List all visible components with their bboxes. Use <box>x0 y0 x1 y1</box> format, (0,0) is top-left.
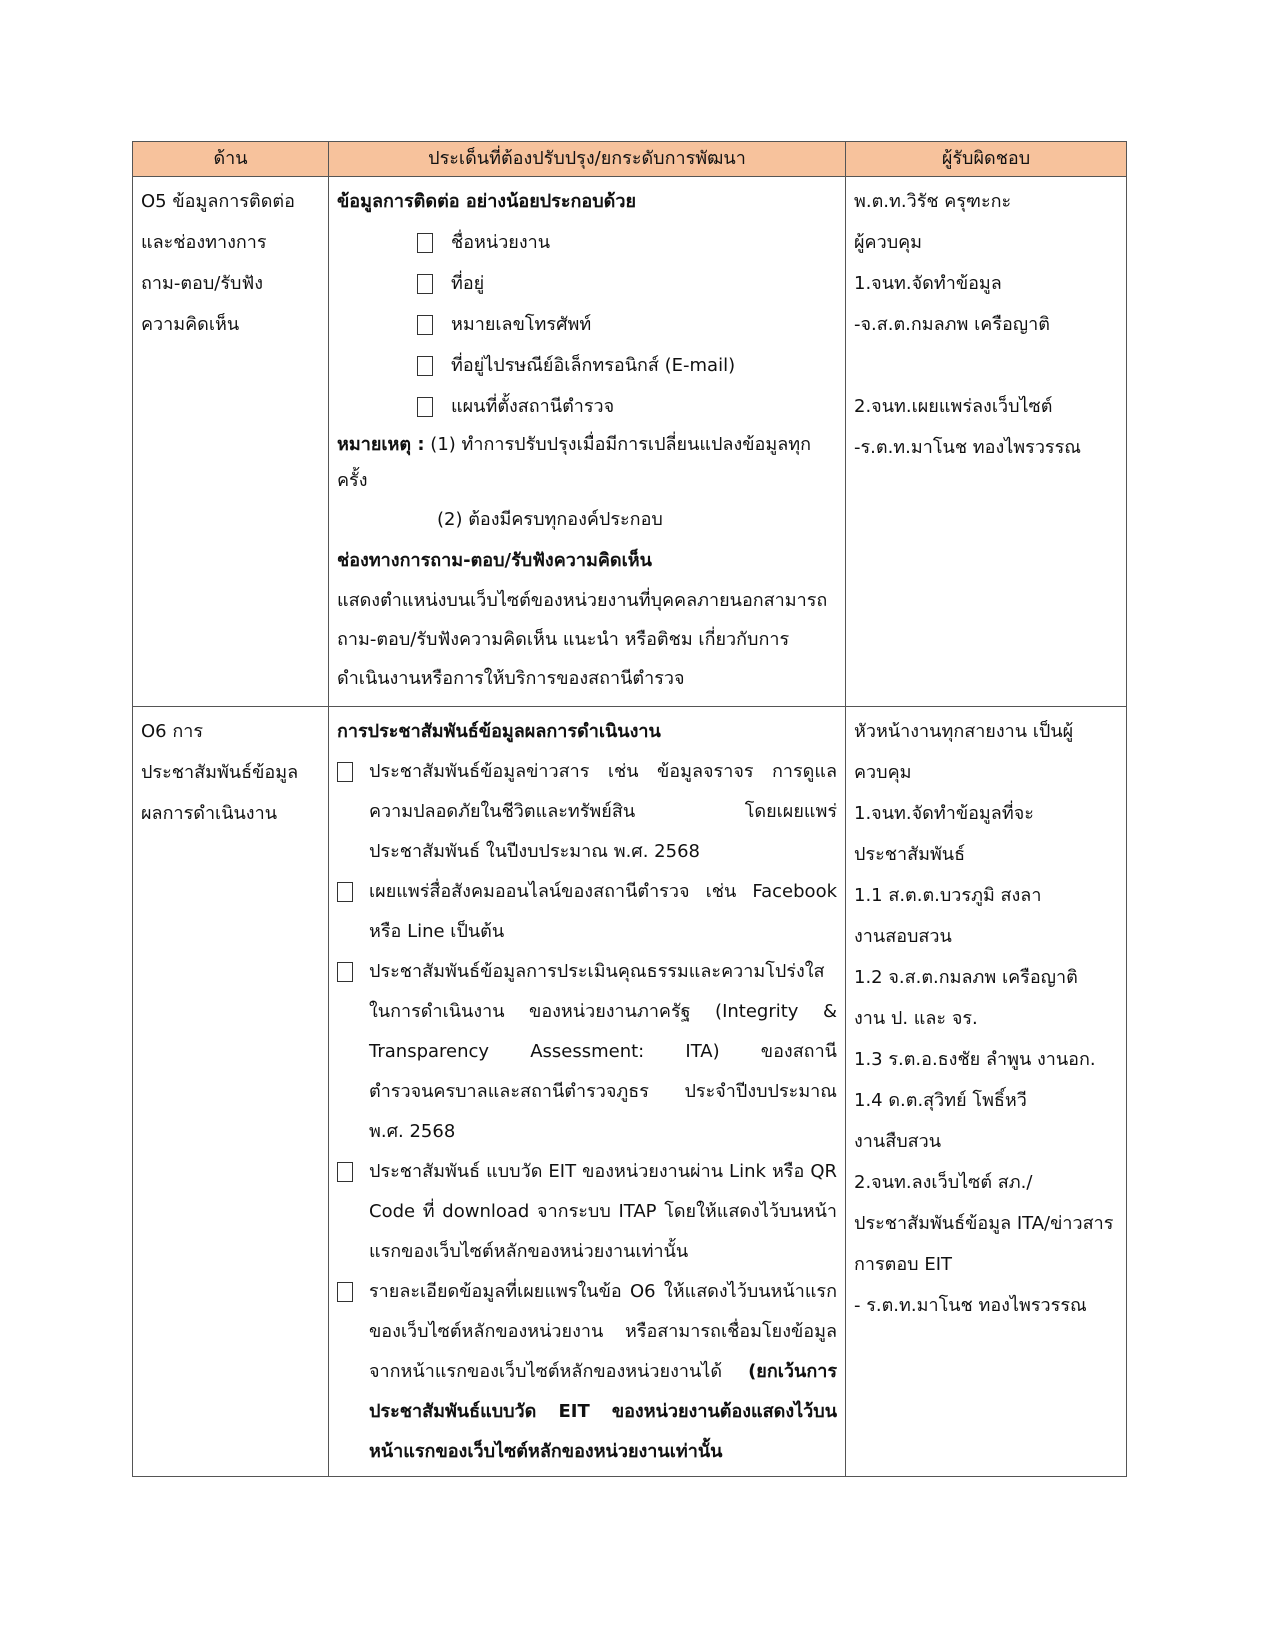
responsible-line: พ.ต.ท.วิรัช ครุฑะกะ <box>854 191 1012 212</box>
responsible-line: 1.4 ด.ต.สุวิทย์ โพธิ์หวี <box>854 1090 1027 1111</box>
table-row <box>133 177 1127 707</box>
checklist-item <box>337 386 837 427</box>
item-label: หมายเลขโทรศัพท์ <box>451 314 592 335</box>
checkbox-icon <box>417 397 433 417</box>
note-label: หมายเหตุ : <box>337 434 425 455</box>
table-header-row <box>133 142 1127 177</box>
section-body: แสดงตำแหน่งบนเว็บไซต์ของหน่วยงานที่บุคคลภายนอกสามารถถาม-ตอบ/รับฟังความคิดเห็น แนะนำ หรือติชม เกี่ยวกับการดำเนินงานหรือการให้บริการของสถานีตำรวจ <box>337 590 828 689</box>
spacer <box>854 345 1118 386</box>
aspect-cell <box>133 707 329 1477</box>
responsible-line: 1.1 ส.ต.ต.บวรภูมิ สงลา <box>854 885 1042 906</box>
aspect-line: ถาม-ตอบ/รับฟัง <box>141 273 263 294</box>
responsible-cell <box>846 177 1127 707</box>
responsible-line: งานสอบสวน <box>854 926 952 947</box>
item-label: เผยแพร่สื่อสังคมออนไลน์ของสถานีตำรวจ เช่น Facebook หรือ Line เป็นต้น <box>369 881 837 942</box>
responsible-line: -ร.ต.ท.มาโนช ทองไพรวรรณ <box>854 437 1081 458</box>
responsible-line: งานสืบสวน <box>854 1131 942 1152</box>
checkbox-icon <box>337 762 353 782</box>
responsible-line: 2.จนท.ลงเว็บไซต์ สภ./ประชาสัมพันธ์ข้อมูล ITA/ข่าวสารการตอบ EIT <box>854 1172 1114 1275</box>
checklist-item <box>337 222 837 263</box>
aspect-line: ประชาสัมพันธ์ข้อมูล <box>141 762 299 783</box>
item-label: ประชาสัมพันธ์ แบบวัด EIT ของหน่วยงานผ่าน Link หรือ QR Code ที่ download จากระบบ ITAP โดยให้แสดงไว้บนหน้าแรกของเว็บไซต์หลักของหน่วยงานเท่านั้น <box>369 1161 837 1262</box>
checklist-item <box>337 1152 837 1272</box>
checkbox-icon <box>417 233 433 253</box>
note-1: (1) ทำการปรับปรุงเมื่อมีการเปลี่ยนแปลงข้อมูลทุกครั้ง <box>337 434 812 491</box>
checkbox-icon <box>337 1282 353 1302</box>
checklist-item <box>337 872 837 952</box>
table-row <box>133 707 1127 1477</box>
item-bold-text: (ยกเว้นการประชาสัมพันธ์แบบวัด EIT ของหน่วยงานต้องแสดงไว้บนหน้าแรกของเว็บไซต์หลักของหน่วยงานเท่านั้น <box>369 1361 837 1462</box>
checkbox-icon <box>417 274 433 294</box>
responsible-line: งาน ป. และ จร. <box>854 1008 978 1029</box>
improvement-table <box>132 141 1127 1477</box>
checkbox-icon <box>337 882 353 902</box>
checkbox-icon <box>417 315 433 335</box>
header-issues: ประเด็นที่ต้องปรับปรุง/ยกระดับการพัฒนา <box>329 142 846 177</box>
header-aspect: ด้าน <box>133 142 329 177</box>
checklist-item <box>337 752 837 872</box>
aspect-cell <box>133 177 329 707</box>
checklist-item <box>337 345 837 386</box>
responsible-line: - ร.ต.ท.มาโนช ทองไพรวรรณ <box>854 1295 1087 1316</box>
aspect-line: O5 ข้อมูลการติดต่อ <box>141 191 295 212</box>
item-label <box>369 1272 837 1472</box>
checklist-item <box>337 952 837 1152</box>
responsible-line: -จ.ส.ต.กมลภพ เครือญาติ <box>854 314 1050 335</box>
responsible-line: 1.จนท.จัดทำข้อมูล <box>854 273 1002 294</box>
issues-cell <box>329 707 846 1477</box>
section-heading: ข้อมูลการติดต่อ อย่างน้อยประกอบด้วย <box>337 191 636 212</box>
responsible-line: ผู้ควบคุม <box>854 232 923 253</box>
note-2: (2) ต้องมีครบทุกองค์ประกอบ <box>437 509 663 530</box>
responsible-line: 1.2 จ.ส.ต.กมลภพ เครือญาติ <box>854 967 1078 988</box>
responsible-cell <box>846 707 1127 1477</box>
checklist-item <box>337 304 837 345</box>
note <box>337 427 837 499</box>
issues-cell <box>329 177 846 707</box>
item-text: รายละเอียดข้อมูลที่เผยแพรในข้อ O6 ให้แสดงไว้บนหน้าแรกของเว็บไซต์หลักของหน่วยงาน หรือสามารถเชื่อมโยงข้อมูลจากหน้าแรกของเว็บไซต์หลักของหน่วยงานได้ <box>369 1281 837 1382</box>
item-label: ประชาสัมพันธ์ข้อมูลการประเมินคุณธรรมและความโปร่งใสในการดำเนินงาน ของหน่วยงานภาครัฐ (Integrity & Transparency Assessment: ITA) ของสถานีตำรวจนครบาลและสถานีตำรวจภูธร ประจำปีงบประมาณ พ.ศ. 2568 <box>369 961 837 1142</box>
item-label: ชื่อหน่วยงาน <box>451 232 551 253</box>
item-label: แผนที่ตั้งสถานีตำรวจ <box>451 396 615 417</box>
section-heading: ช่องทางการถาม-ตอบ/รับฟังความคิดเห็น <box>337 550 652 571</box>
header-responsible: ผู้รับผิดชอบ <box>846 142 1127 177</box>
aspect-line: ผลการดำเนินงาน <box>141 803 278 824</box>
item-label: ที่อยู่ไปรษณีย์อิเล็กทรอนิกส์ (E-mail) <box>451 355 736 376</box>
checkbox-icon <box>337 1162 353 1182</box>
item-label: ประชาสัมพันธ์ข้อมูลข่าวสาร เช่น ข้อมูลจราจร การดูแลความปลอดภัยในชีวิตและทรัพย์สิน โดยเผยแพร่ประชาสัมพันธ์ ในปีงบประมาณ พ.ศ. 2568 <box>369 761 837 862</box>
responsible-line: 2.จนท.เผยแพร่ลงเว็บไซต์ <box>854 396 1053 417</box>
checklist-item <box>337 263 837 304</box>
responsible-line: 1.3 ร.ต.อ.ธงชัย ลำพูน งานอก. <box>854 1049 1096 1070</box>
aspect-line: O6 การ <box>141 721 204 742</box>
item-label: ที่อยู่ <box>451 273 485 294</box>
aspect-line: และช่องทางการ <box>141 232 267 253</box>
section-heading: การประชาสัมพันธ์ข้อมูลผลการดำเนินงาน <box>337 721 661 742</box>
responsible-line: หัวหน้างานทุกสายงาน เป็นผู้ควบคุม <box>854 721 1074 783</box>
checkbox-icon <box>337 962 353 982</box>
responsible-line: 1.จนท.จัดทำข้อมูลที่จะประชาสัมพันธ์ <box>854 803 1034 865</box>
aspect-line: ความคิดเห็น <box>141 314 240 335</box>
checkbox-icon <box>417 356 433 376</box>
checklist-item <box>337 1272 837 1472</box>
